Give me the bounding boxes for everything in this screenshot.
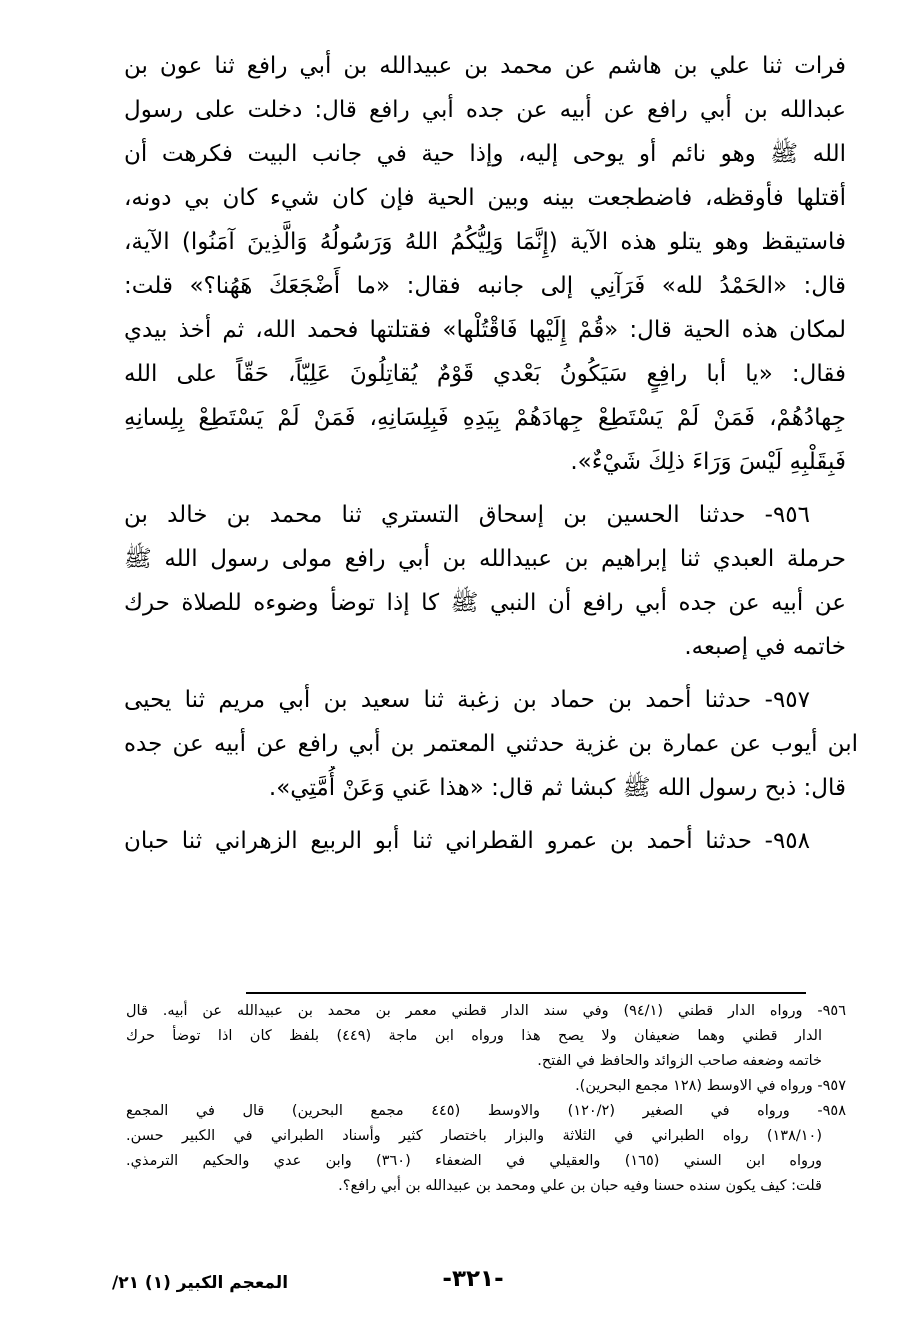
page-number: -٣٢١-: [442, 1266, 504, 1292]
text-line: أقتلها فأوقظه، فاضطجعت بينه وبين الحية فإن كان شيء كان بي دونه،: [124, 185, 846, 211]
text-line: عبدالله بن أبي رافع عن أبيه عن جده أبي رافع قال: دخلت على رسول: [124, 97, 846, 123]
text-line: فرات ثنا علي بن هاشم عن محمد بن عبيدالله بن أبي رافع ثنا عون بن: [124, 53, 846, 79]
footnote-line: الدار قطني وهما ضعيفان ولا يصح هذا ورواه ابن ماجة (٤٤٩) بلفظ كان اذا توضأ حرك: [126, 1028, 822, 1044]
footnote-line: ٩٥٨- ورواه في الصغير (١٢٠/٢) والاوسط (٤٤٥ مجمع البحرين) قال في المجمع: [126, 1103, 846, 1119]
hadith-958-heading-line: ٩٥٨- حدثنا أحمد بن عمرو القطراني ثنا أبو الربيع الزهراني ثنا حبان: [124, 828, 810, 854]
hadith-957-heading-line: ٩٥٧- حدثنا أحمد بن حماد بن زغبة ثنا سعيد بن أبي مريم ثنا يحيى: [124, 687, 810, 713]
footnote-line: (١٣٨/١٠) رواه الطبراني في الثلاثة والبزار باختصار كثير وأسناد الطبراني في الكبير حسن.: [126, 1128, 822, 1144]
text-line: ابن أيوب عن عمارة بن غزية حدثني المعتمر بن أبي رافع عن أبيه عن جده: [124, 731, 858, 757]
footnote-line: قلت: كيف يكون سنده حسنا وفيه حبان بن علي ومحمد بن عبيدالله بن أبي رافع؟.: [338, 1178, 822, 1194]
book-reference: المعجم الكبير (١) ٢١/: [112, 1273, 289, 1293]
text-line: قال: ذبح رسول الله ﷺ كبشا ثم قال: «هذا عَني وَعَنْ أُمَّتِي».: [268, 775, 846, 801]
footnote-line: خاتمه وضعفه صاحب الزوائد والحافظ في الفتح.: [537, 1053, 822, 1069]
text-line: فاستيقظ وهو يتلو هذه الآية (إِنَّمَا وَلِيُّكُمُ اللهُ وَرَسُولُهُ وَالَّذِينَ آمَنُوا) الآية،: [124, 229, 846, 255]
text-line: حرملة العبدي ثنا إبراهيم بن عبيدالله بن أبي رافع مولى رسول الله ﷺ: [124, 546, 846, 572]
text-line: فَبِقَلْبِهِ لَيْسَ وَرَاءَ ذلِكَ شَيْءٌ».: [570, 449, 846, 475]
text-line: عن أبيه عن جده أبي رافع أن النبي ﷺ كا إذا توضأ وضوءه للصلاة حرك: [124, 590, 846, 616]
footnote-line: ورواه ابن السني (١٦٥) والعقيلي في الضعفاء (٣٦٠) وابن عدي والحكيم الترمذي.: [126, 1153, 823, 1169]
main-text: [124, 44, 858, 863]
footnote-line: ٩٥٧- ورواه في الاوسط (١٢٨ مجمع البحرين).: [575, 1078, 846, 1094]
text-line: الله ﷺ وهو نائم أو يوحى إليه، وإذا حية في جانب البيت فكرهت أن: [124, 141, 846, 167]
text-line: فقال: «يا أبا رافِعٍ سَيَكُونُ بَعْدي قَوْمٌ يُقاتِلُونَ عَلِيّاً، حَقّاً على الله: [124, 361, 846, 387]
footnote-line: ٩٥٦- ورواه الدار قطني (٩٤/١) وفي سند الدار قطني معمر بن محمد بن عبيدالله عن أبيه. قال: [126, 1003, 846, 1019]
footnote-separator: [246, 992, 806, 994]
text-line: قال: «الحَمْدُ لله» فَرَآنِي إلى جانبه فقال: «ما أَضْجَعَكَ هَهُنا؟» قلت:: [124, 273, 846, 299]
text-line: لمكان هذه الحية قال: «قُمْ إِلَيْها فَاقْتُلْها» فقتلتها فحمد الله، ثم أخذ بيدي: [124, 317, 846, 343]
text-line: جِهادُهُمْ، فَمَنْ لَمْ يَسْتَطِعْ جِهادَهُمْ بِيَدِهِ فَبِلِسَانِهِ، فَمَنْ لَمْ يَسْتَطِعْ بِلِسانِهِ: [124, 405, 846, 431]
hadith-956-heading-line: ٩٥٦- حدثنا الحسين بن إسحاق التستري ثنا محمد بن خالد بن: [124, 502, 810, 528]
footnotes: [126, 999, 846, 1199]
text-line: خاتمه في إصبعه.: [684, 634, 846, 660]
